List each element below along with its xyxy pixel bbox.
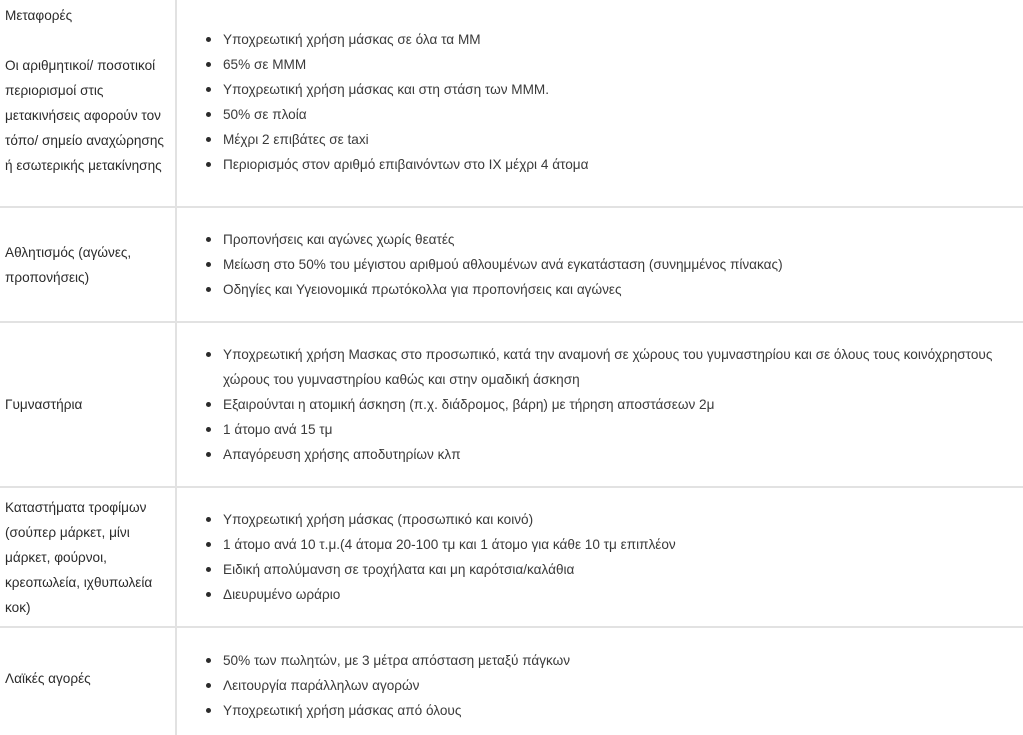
row-title: Γυμναστήρια (5, 397, 83, 412)
list-item: Περιορισμός στον αριθμό επιβαινόντων στο ΙΧ μέχρι 4 άτομα (223, 152, 1023, 177)
row-content-cell (177, 208, 1023, 321)
list-item: 50% των πωλητών, με 3 μέτρα απόσταση μεταξύ πάγκων (223, 648, 1023, 673)
list-item: 1 άτομο ανά 10 τ.μ.(4 άτομα 20-100 τμ και 1 άτομο για κάθε 10 τμ επιπλέον (223, 532, 1023, 557)
row-title: Λαϊκές αγορές (5, 671, 91, 686)
list-item: Διευρυμένο ωράριο (223, 582, 1023, 607)
row-title: Αθλητισμός (αγώνες, προπονήσεις) (5, 244, 132, 285)
row-header-cell (0, 628, 177, 735)
list-item: Μέχρι 2 επιβάτες σε taxi (223, 127, 1023, 152)
list-item: Ειδική απολύμανση σε τροχήλατα και μη καρότσια/καλάθια (223, 557, 1023, 582)
measures-list (177, 342, 1023, 467)
row-header-cell (0, 323, 177, 486)
row-title: Μεταφορές (5, 8, 73, 23)
table-row-food-stores (0, 488, 1023, 628)
list-item: Υποχρεωτική χρήση μάσκας και στη στάση των ΜΜΜ. (223, 77, 1023, 102)
list-item: Προπονήσεις και αγώνες χωρίς θεατές (223, 227, 1023, 252)
list-item: Οδηγίες και Υγειονομικά πρωτόκολλα για προπονήσεις και αγώνες (223, 277, 1023, 302)
list-item: 1 άτομο ανά 15 τμ (223, 417, 993, 442)
list-item: Υποχρεωτική χρήση Μασκας στο προσωπικό, κατά την αναμονή σε χώρους του γυμναστηρίου και σε όλους τους κοινόχρηστους χώρους του γυμναστηρίου καθώς και στην ομαδική άσκηση (223, 342, 993, 392)
list-item: Εξαιρούνται η ατομική άσκηση (π.χ. διάδρομος, βάρη) με τήρηση αποστάσεων 2μ (223, 392, 993, 417)
list-item: Λειτουργία παράλληλων αγορών (223, 673, 1023, 698)
list-item: Μείωση στο 50% του μέγιστου αριθμού αθλουμένων ανά εγκατάσταση (συνημμένος πίνακας) (223, 252, 1023, 277)
row-header-cell (0, 208, 177, 321)
table-row-transport (0, 0, 1023, 208)
table-row-street-markets (0, 628, 1023, 735)
row-content-cell (177, 488, 1023, 626)
list-item: 50% σε πλοία (223, 102, 1023, 127)
row-note: Οι αριθμητικοί/ ποσοτικοί περιορισμοί στις μετακινήσεις αφορούν τον τόπο/ σημείο αναχώρησης ή εσωτερικής μετακίνησης (5, 58, 164, 173)
table-row-sports (0, 208, 1023, 323)
row-content-cell (177, 323, 1023, 486)
row-title: Καταστήματα τροφίμων (σούπερ μάρκετ, μίνι μάρκετ, φούρνοι, κρεοπωλεία, ιχθυπωλεία κοκ) (5, 499, 153, 615)
row-content-cell (177, 628, 1023, 735)
list-item: Υποχρεωτική χρήση μάσκας από όλους (223, 698, 1023, 723)
measures-list (177, 27, 1023, 177)
measures-list (177, 227, 1023, 302)
table-row-gyms (0, 323, 1023, 488)
row-header-cell (0, 0, 177, 206)
measures-list (177, 648, 1023, 723)
list-item: Υποχρεωτική χρήση μάσκας (προσωπικό και κοινό) (223, 507, 1023, 532)
row-header-cell (0, 488, 177, 626)
list-item: Υποχρεωτική χρήση μάσκας σε όλα τα ΜΜ (223, 27, 1023, 52)
measures-list (177, 507, 1023, 607)
list-item: 65% σε ΜΜΜ (223, 52, 1023, 77)
list-item: Απαγόρευση χρήσης αποδυτηρίων κλπ (223, 442, 993, 467)
row-content-cell (177, 0, 1023, 206)
